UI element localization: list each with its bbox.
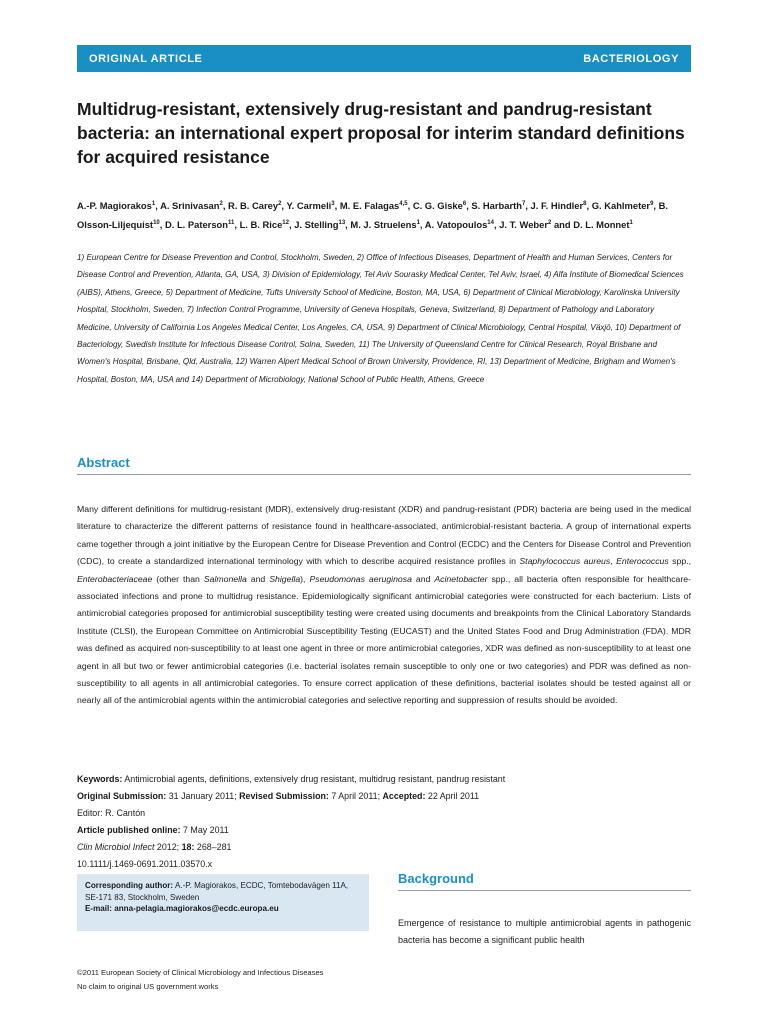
author-name: L. B. Rice xyxy=(239,218,283,230)
published-online: Article published online: 7 May 2011 xyxy=(77,825,229,835)
author-affiliation-marker: 11 xyxy=(228,219,235,226)
author-affiliation-marker: 2 xyxy=(219,201,223,207)
author-name: B. Olsson-Liljequist xyxy=(77,200,669,230)
author-affiliation-marker: 7 xyxy=(521,201,526,207)
author-affiliation-marker: 4,5 xyxy=(399,201,408,207)
author-name: D. L. Paterson xyxy=(164,218,229,230)
author-affiliation-marker: 1 xyxy=(629,219,633,226)
correspondence-email: E-mail: anna-pelagia.magiorakos@ecdc.europa.eu xyxy=(85,904,279,913)
author-name: R. B. Carey xyxy=(228,200,279,212)
author-affiliation-marker: 2 xyxy=(548,219,552,226)
citation: Clin Microbiol Infect 2012; 18: 268–281 xyxy=(77,842,232,852)
author-name: G. Kahlmeter xyxy=(591,200,651,212)
author-affiliation-marker: 14 xyxy=(487,219,494,226)
author-affiliation-marker: 2 xyxy=(278,201,282,207)
author-affiliation-marker: 6 xyxy=(462,201,467,207)
author-name: J. Stelling xyxy=(294,218,339,230)
doi: 10.1111/j.1469-0691.2011.03570.x xyxy=(77,859,213,869)
author-name: Y. Carmeli xyxy=(286,200,332,212)
author-name: A.-P. Magiorakos xyxy=(77,200,152,212)
author-name: J. F. Hindler xyxy=(530,200,584,212)
background-text: Emergence of resistance to multiple antimicrobial agents in pathogenic bacteria has become a significant public health xyxy=(398,918,691,945)
abstract-heading: Abstract xyxy=(77,455,691,475)
author-affiliation-marker: 3 xyxy=(331,201,335,207)
author-affiliation-marker: 1 xyxy=(151,201,156,207)
article-title: Multidrug-resistant, extensively drug-resistant and pandrug-resistant bacteria: an international expert proposal for interim standard definitions for acquired resistance xyxy=(77,99,685,167)
editor: Editor: R. Cantón xyxy=(77,808,146,818)
subject-label: BACTERIOLOGY xyxy=(583,52,679,65)
author-name: S. Harbarth xyxy=(471,200,522,212)
author-name: M. E. Falagas xyxy=(339,200,400,212)
author-affiliation-marker: 1 xyxy=(416,219,420,226)
government-claim: No claim to original US government works xyxy=(77,981,219,991)
author-name: C. G. Giske xyxy=(412,200,463,212)
abstract-text: Many different definitions for multidrug-resistant (MDR), extensively drug-resistant (XDR) and pandrug-resistant (PDR) bacteria are being used in the medical literature to characterize the different patterns of resistance found in healthcare-associated, antimicrobial-resistant bacteria. A group of international experts came together through a joint initiative by the European Centre for Disease Prevention and Control (ECDC) and the Centers for Disease Control and Prevention (CDC), to create a standardized international terminology with which to describe acquired resistance profiles in Staphylococcus aureus, Enterococcus spp., Enterobacteriaceae (other than Salmonella and Shigella), Pseudomonas aeruginosa and Acinetobacter spp., all bacteria often responsible for healthcare-associated infections and prone to multidrug resistance. Epidemiologically significant antimicrobial categories were constructed for each bacterium. Lists of antimicrobial categories proposed for antimicrobial susceptibility testing were created using documents and breakpoints from the Clinical Laboratory Standards Institute (CLSI), the European Committee on Antimicrobial Susceptibility Testing (EUCAST) and the United States Food and Drug Administration (FDA). MDR was defined as acquired non-susceptibility to at least one agent in three or more antimicrobial categories, XDR was defined as non-susceptibility to at least one agent in all but two or fewer antimicrobial categories (i.e. bacterial isolates remain susceptible to only one or two categories) and PDR was defined as non-susceptibility to all agents in all antimicrobial categories. To ensure correct application of these definitions, bacterial isolates should be tested against all or nearly all of the antimicrobial agents within the antimicrobial categories and selective reporting and suppression of results should be avoided. xyxy=(77,504,692,706)
author-affiliation-marker: 13 xyxy=(338,219,346,226)
background-heading: Background xyxy=(398,871,691,891)
affiliations: 1) European Centre for Disease Prevention and Control, Stockholm, Sweden, 2) Office of Infectious Diseases, Department of Health and Human Services, Centers for Disease Control and Prevention, Atlanta, GA, USA, 3) Division of Epidemiology, Tel Aviv Sourasky Medical Center, Tel Aviv, Israel, 4) Alfa Institute of Biomedical Sciences (AIBS), Athens, Greece, 5) Department of Medicine, Tufts University School of Medicine, Boston, MA, USA, 6) Department of Clinical Microbiology, Karolinska University Hospital, Stockholm, Sweden, 7) Infection Control Programme, University of Geneva Hospitals, Geneva, Switzerland, 8) Department of Pathology and Laboratory Medicine, University of California Los Angeles Medical Center, Los Angeles, CA, USA, 9) Department of Clinical Microbiology, Central Hospital, Växjö, 10) Department of Bacteriology, Swedish Institute for Infectious Disease Control, Solna, Sweden, 11) The University of Queensland Centre for Clinical Research, Royal Brisbane and Women's Hospital, Brisbane, Qld, Australia, 12) Warren Alpert Medical School of Brown University, Providence, RI, 13) Department of Medicine, Brigham and Women's Hospital, Boston, MA, USA and 14) Department of Microbiology, National School of Public Health, Athens, Greece xyxy=(77,253,684,384)
keywords: Keywords: Antimicrobial agents, definitions, extensively drug resistant, multidrug resistant, pandrug resistant xyxy=(77,774,506,784)
author-affiliation-marker: 12 xyxy=(282,219,289,226)
submission-dates: Original Submission: 31 January 2011; Revised Submission: 7 April 2011; Accepted: 22 April 2011 xyxy=(77,791,480,801)
author-name: A. Vatopoulos xyxy=(424,218,488,230)
article-type-label: ORIGINAL ARTICLE xyxy=(89,52,203,65)
author-name: A. Srinivasan xyxy=(160,200,220,212)
copyright-notice: ©2011 European Society of Clinical Microbiology and Infectious Diseases xyxy=(77,968,324,977)
correspondence-box: Corresponding author: A.-P. Magiorakos, ECDC, Tomtebodavägen 11A, SE-171 83, Stockholm, Sweden E-mail: anna-pelagia.magiorakos@ecdc.europa.eu xyxy=(77,874,369,931)
author-name: J. T. Weber xyxy=(499,218,549,230)
author-affiliation-marker: 10 xyxy=(153,219,160,226)
article-type-banner xyxy=(77,45,691,72)
footer xyxy=(77,966,477,993)
article-metadata xyxy=(77,771,691,873)
author-name: M. J. Struelens xyxy=(350,218,417,230)
author-affiliation-marker: 9 xyxy=(650,201,654,207)
author-name: D. L. Monnet xyxy=(573,218,630,230)
author-affiliation-marker: 8 xyxy=(583,201,587,207)
author-list: A.-P. Magiorakos$^1$, A. Srinivasan$^2$, R. B. Carey$^2$, Y. Carmeli$^3$, M. E. Falagas$^{4,5}$, C. G. Giske$^6$, S. Harbarth$^7$, J. F. Hindler$^8$, G. Kahlmeter$^9$, B. Olsson-Liljequist$^{10}$, D. L. Paterson$^{11}$, L. B. Rice$^{12}$, J. Stelling$^{13}$, M. J. Struelens$^1$, A. Vatopoulos$^{14}$, J. T. Weber$^2$ and D. L. Monnet$^1$ xyxy=(77,200,669,230)
